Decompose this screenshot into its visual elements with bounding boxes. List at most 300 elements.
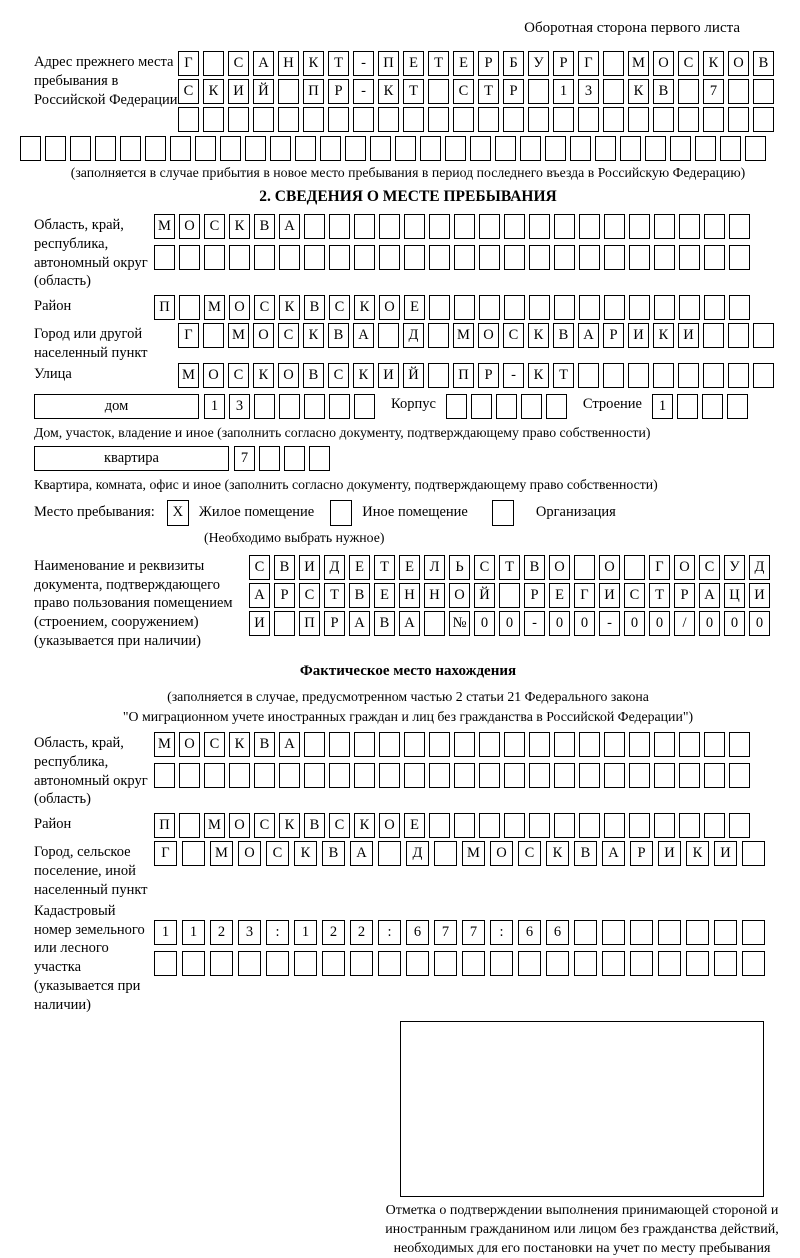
grid-cell[interactable]: С bbox=[453, 79, 474, 104]
grid-cell[interactable] bbox=[703, 323, 724, 348]
grid-cell[interactable] bbox=[490, 951, 513, 976]
grid-cell[interactable] bbox=[304, 245, 325, 270]
grid-cell[interactable] bbox=[604, 763, 625, 788]
grid-cell[interactable] bbox=[628, 363, 649, 388]
grid-cell[interactable]: И bbox=[658, 841, 681, 866]
grid-cell[interactable]: Р bbox=[324, 611, 345, 636]
grid-cell[interactable] bbox=[204, 245, 225, 270]
grid-cell[interactable] bbox=[603, 107, 624, 132]
grid-cell[interactable]: Е bbox=[404, 813, 425, 838]
grid-cell[interactable] bbox=[446, 394, 467, 419]
grid-cell[interactable]: К bbox=[203, 79, 224, 104]
grid-cell[interactable] bbox=[170, 136, 191, 161]
grid-cell[interactable]: А bbox=[350, 841, 373, 866]
grid-cell[interactable] bbox=[521, 394, 542, 419]
grid-cell[interactable]: В bbox=[254, 732, 275, 757]
grid-cell[interactable] bbox=[704, 732, 725, 757]
grid-cell[interactable] bbox=[179, 245, 200, 270]
grid-cell[interactable] bbox=[329, 245, 350, 270]
grid-cell[interactable]: О bbox=[728, 51, 749, 76]
grid-cell[interactable] bbox=[370, 136, 391, 161]
grid-cell[interactable]: 0 bbox=[474, 611, 495, 636]
grid-cell[interactable] bbox=[253, 107, 274, 132]
grid-cell[interactable] bbox=[204, 763, 225, 788]
grid-cell[interactable] bbox=[195, 136, 216, 161]
grid-cell[interactable] bbox=[602, 951, 625, 976]
grid-cell[interactable] bbox=[406, 951, 429, 976]
grid-cell[interactable]: О bbox=[449, 583, 470, 608]
grid-cell[interactable]: Н bbox=[424, 583, 445, 608]
grid-cell[interactable] bbox=[445, 136, 466, 161]
grid-cell[interactable] bbox=[753, 323, 774, 348]
grid-cell[interactable]: С bbox=[678, 51, 699, 76]
grid-cell[interactable]: 6 bbox=[518, 920, 541, 945]
grid-cell[interactable]: Г bbox=[578, 51, 599, 76]
grid-cell[interactable] bbox=[574, 951, 597, 976]
grid-cell[interactable] bbox=[454, 732, 475, 757]
stay-place-checkbox-residential[interactable]: X bbox=[167, 500, 189, 526]
grid-cell[interactable] bbox=[428, 323, 449, 348]
grid-cell[interactable]: И bbox=[228, 79, 249, 104]
grid-cell[interactable]: К bbox=[279, 813, 300, 838]
grid-cell[interactable] bbox=[504, 732, 525, 757]
grid-cell[interactable] bbox=[728, 323, 749, 348]
grid-cell[interactable] bbox=[345, 136, 366, 161]
grid-cell[interactable]: С bbox=[249, 555, 270, 580]
grid-cell[interactable]: С bbox=[228, 363, 249, 388]
grid-cell[interactable]: В bbox=[753, 51, 774, 76]
grid-cell[interactable]: В bbox=[524, 555, 545, 580]
grid-cell[interactable] bbox=[658, 920, 681, 945]
grid-cell[interactable] bbox=[429, 295, 450, 320]
grid-cell[interactable] bbox=[704, 813, 725, 838]
grid-cell[interactable] bbox=[729, 813, 750, 838]
grid-cell[interactable]: У bbox=[528, 51, 549, 76]
grid-cell[interactable] bbox=[294, 951, 317, 976]
grid-cell[interactable] bbox=[570, 136, 591, 161]
grid-cell[interactable]: Р bbox=[630, 841, 653, 866]
grid-cell[interactable]: Т bbox=[428, 51, 449, 76]
grid-cell[interactable] bbox=[309, 446, 330, 471]
grid-cell[interactable]: Е bbox=[399, 555, 420, 580]
grid-cell[interactable] bbox=[553, 107, 574, 132]
grid-cell[interactable] bbox=[270, 136, 291, 161]
grid-cell[interactable] bbox=[220, 136, 241, 161]
grid-cell[interactable]: С bbox=[503, 323, 524, 348]
grid-cell[interactable] bbox=[454, 245, 475, 270]
grid-cell[interactable] bbox=[304, 763, 325, 788]
grid-cell[interactable] bbox=[753, 107, 774, 132]
grid-cell[interactable] bbox=[434, 951, 457, 976]
grid-cell[interactable] bbox=[624, 555, 645, 580]
grid-cell[interactable] bbox=[653, 363, 674, 388]
grid-cell[interactable]: 7 bbox=[434, 920, 457, 945]
grid-cell[interactable] bbox=[546, 394, 567, 419]
grid-cell[interactable]: 0 bbox=[624, 611, 645, 636]
grid-cell[interactable]: О bbox=[490, 841, 513, 866]
grid-cell[interactable]: - bbox=[353, 51, 374, 76]
grid-cell[interactable] bbox=[704, 295, 725, 320]
grid-cell[interactable] bbox=[704, 214, 725, 239]
grid-cell[interactable]: П bbox=[378, 51, 399, 76]
grid-cell[interactable]: А bbox=[578, 323, 599, 348]
grid-cell[interactable] bbox=[753, 79, 774, 104]
grid-cell[interactable]: П bbox=[154, 295, 175, 320]
grid-cell[interactable] bbox=[179, 763, 200, 788]
grid-cell[interactable] bbox=[379, 763, 400, 788]
grid-cell[interactable]: : bbox=[490, 920, 513, 945]
grid-cell[interactable] bbox=[429, 763, 450, 788]
grid-cell[interactable]: И bbox=[378, 363, 399, 388]
grid-cell[interactable]: С bbox=[474, 555, 495, 580]
grid-cell[interactable] bbox=[229, 763, 250, 788]
grid-cell[interactable]: Т bbox=[324, 583, 345, 608]
stay-place-checkbox-organization[interactable] bbox=[492, 500, 514, 526]
grid-cell[interactable]: Н bbox=[399, 583, 420, 608]
grid-cell[interactable] bbox=[295, 136, 316, 161]
grid-cell[interactable] bbox=[354, 732, 375, 757]
grid-cell[interactable]: А bbox=[699, 583, 720, 608]
grid-cell[interactable] bbox=[203, 107, 224, 132]
stay-place-checkbox-other[interactable] bbox=[330, 500, 352, 526]
grid-cell[interactable]: И bbox=[714, 841, 737, 866]
grid-cell[interactable] bbox=[278, 79, 299, 104]
grid-cell[interactable]: 2 bbox=[322, 920, 345, 945]
grid-cell[interactable] bbox=[654, 245, 675, 270]
grid-cell[interactable] bbox=[495, 136, 516, 161]
grid-cell[interactable] bbox=[629, 245, 650, 270]
grid-cell[interactable]: Р bbox=[328, 79, 349, 104]
grid-cell[interactable] bbox=[679, 295, 700, 320]
grid-cell[interactable] bbox=[578, 363, 599, 388]
grid-cell[interactable]: 1 bbox=[294, 920, 317, 945]
grid-cell[interactable]: К bbox=[229, 214, 250, 239]
grid-cell[interactable]: М bbox=[628, 51, 649, 76]
grid-cell[interactable] bbox=[554, 245, 575, 270]
grid-cell[interactable] bbox=[653, 107, 674, 132]
grid-cell[interactable] bbox=[528, 79, 549, 104]
grid-cell[interactable]: 1 bbox=[154, 920, 177, 945]
grid-cell[interactable] bbox=[704, 245, 725, 270]
grid-cell[interactable]: - bbox=[353, 79, 374, 104]
grid-cell[interactable] bbox=[604, 245, 625, 270]
grid-cell[interactable] bbox=[229, 245, 250, 270]
grid-cell[interactable] bbox=[678, 363, 699, 388]
grid-cell[interactable] bbox=[554, 813, 575, 838]
grid-cell[interactable]: В bbox=[374, 611, 395, 636]
grid-cell[interactable] bbox=[95, 136, 116, 161]
grid-cell[interactable] bbox=[322, 951, 345, 976]
grid-cell[interactable]: В bbox=[303, 363, 324, 388]
grid-cell[interactable] bbox=[603, 363, 624, 388]
grid-cell[interactable] bbox=[284, 446, 305, 471]
grid-cell[interactable] bbox=[604, 732, 625, 757]
grid-cell[interactable] bbox=[629, 732, 650, 757]
grid-cell[interactable]: О bbox=[379, 295, 400, 320]
grid-cell[interactable] bbox=[303, 107, 324, 132]
grid-cell[interactable]: А bbox=[279, 732, 300, 757]
grid-cell[interactable]: К bbox=[354, 295, 375, 320]
grid-cell[interactable] bbox=[479, 245, 500, 270]
grid-cell[interactable] bbox=[686, 920, 709, 945]
grid-cell[interactable]: С bbox=[204, 732, 225, 757]
grid-cell[interactable] bbox=[210, 951, 233, 976]
grid-cell[interactable] bbox=[728, 79, 749, 104]
grid-cell[interactable] bbox=[320, 136, 341, 161]
grid-cell[interactable] bbox=[378, 107, 399, 132]
grid-cell[interactable] bbox=[654, 214, 675, 239]
grid-cell[interactable] bbox=[420, 136, 441, 161]
grid-cell[interactable] bbox=[403, 107, 424, 132]
grid-cell[interactable]: : bbox=[266, 920, 289, 945]
grid-cell[interactable]: И bbox=[299, 555, 320, 580]
grid-cell[interactable]: Г bbox=[649, 555, 670, 580]
grid-cell[interactable] bbox=[479, 763, 500, 788]
grid-cell[interactable] bbox=[728, 363, 749, 388]
grid-cell[interactable] bbox=[604, 295, 625, 320]
grid-cell[interactable]: 1 bbox=[182, 920, 205, 945]
grid-cell[interactable]: 1 bbox=[553, 79, 574, 104]
grid-cell[interactable]: В bbox=[574, 841, 597, 866]
grid-cell[interactable]: 7 bbox=[462, 920, 485, 945]
grid-cell[interactable]: С bbox=[254, 295, 275, 320]
grid-cell[interactable]: К bbox=[294, 841, 317, 866]
grid-cell[interactable]: У bbox=[724, 555, 745, 580]
grid-cell[interactable]: О bbox=[203, 363, 224, 388]
grid-cell[interactable]: О bbox=[179, 214, 200, 239]
grid-cell[interactable] bbox=[529, 732, 550, 757]
grid-cell[interactable] bbox=[670, 136, 691, 161]
grid-cell[interactable]: В bbox=[328, 323, 349, 348]
grid-cell[interactable] bbox=[378, 841, 401, 866]
grid-cell[interactable] bbox=[529, 763, 550, 788]
grid-cell[interactable]: В bbox=[274, 555, 295, 580]
grid-cell[interactable] bbox=[620, 136, 641, 161]
grid-cell[interactable] bbox=[499, 583, 520, 608]
grid-cell[interactable]: Т bbox=[374, 555, 395, 580]
grid-cell[interactable]: А bbox=[253, 51, 274, 76]
grid-cell[interactable]: А bbox=[399, 611, 420, 636]
grid-cell[interactable] bbox=[274, 611, 295, 636]
grid-cell[interactable] bbox=[654, 763, 675, 788]
grid-cell[interactable]: В bbox=[304, 813, 325, 838]
grid-cell[interactable] bbox=[629, 214, 650, 239]
grid-cell[interactable] bbox=[729, 732, 750, 757]
grid-cell[interactable]: Е bbox=[549, 583, 570, 608]
grid-cell[interactable]: И bbox=[749, 583, 770, 608]
grid-cell[interactable]: П bbox=[299, 611, 320, 636]
grid-cell[interactable] bbox=[379, 245, 400, 270]
grid-cell[interactable] bbox=[579, 295, 600, 320]
grid-cell[interactable] bbox=[428, 107, 449, 132]
grid-cell[interactable]: И bbox=[249, 611, 270, 636]
grid-cell[interactable]: О bbox=[653, 51, 674, 76]
grid-cell[interactable] bbox=[630, 920, 653, 945]
grid-cell[interactable] bbox=[20, 136, 41, 161]
grid-cell[interactable] bbox=[629, 813, 650, 838]
grid-cell[interactable] bbox=[595, 136, 616, 161]
grid-cell[interactable] bbox=[503, 107, 524, 132]
grid-cell[interactable]: 1 bbox=[204, 394, 225, 419]
grid-cell[interactable] bbox=[279, 394, 300, 419]
grid-cell[interactable]: : bbox=[378, 920, 401, 945]
grid-cell[interactable] bbox=[678, 79, 699, 104]
grid-cell[interactable]: И bbox=[628, 323, 649, 348]
grid-cell[interactable]: 0 bbox=[499, 611, 520, 636]
grid-cell[interactable] bbox=[629, 295, 650, 320]
grid-cell[interactable]: А bbox=[602, 841, 625, 866]
grid-cell[interactable]: К bbox=[628, 79, 649, 104]
grid-cell[interactable] bbox=[379, 214, 400, 239]
grid-cell[interactable] bbox=[658, 951, 681, 976]
grid-cell[interactable]: А bbox=[279, 214, 300, 239]
grid-cell[interactable]: И bbox=[599, 583, 620, 608]
grid-cell[interactable] bbox=[304, 732, 325, 757]
grid-cell[interactable] bbox=[454, 214, 475, 239]
grid-cell[interactable]: К bbox=[303, 51, 324, 76]
grid-cell[interactable]: Т bbox=[553, 363, 574, 388]
grid-cell[interactable] bbox=[478, 107, 499, 132]
grid-cell[interactable] bbox=[729, 245, 750, 270]
grid-cell[interactable]: П bbox=[453, 363, 474, 388]
grid-cell[interactable] bbox=[203, 51, 224, 76]
grid-cell[interactable]: В bbox=[553, 323, 574, 348]
grid-cell[interactable] bbox=[602, 920, 625, 945]
grid-cell[interactable]: М bbox=[154, 732, 175, 757]
grid-cell[interactable]: Й bbox=[253, 79, 274, 104]
grid-cell[interactable]: П bbox=[154, 813, 175, 838]
grid-cell[interactable] bbox=[279, 763, 300, 788]
grid-cell[interactable] bbox=[742, 951, 765, 976]
grid-cell[interactable]: Д bbox=[406, 841, 429, 866]
grid-cell[interactable] bbox=[579, 245, 600, 270]
grid-cell[interactable] bbox=[704, 763, 725, 788]
grid-cell[interactable] bbox=[520, 136, 541, 161]
grid-cell[interactable] bbox=[479, 813, 500, 838]
grid-cell[interactable]: О bbox=[599, 555, 620, 580]
grid-cell[interactable]: А bbox=[249, 583, 270, 608]
grid-cell[interactable] bbox=[354, 763, 375, 788]
grid-cell[interactable]: С bbox=[518, 841, 541, 866]
grid-cell[interactable]: М bbox=[228, 323, 249, 348]
grid-cell[interactable]: Т bbox=[478, 79, 499, 104]
grid-cell[interactable]: К bbox=[528, 323, 549, 348]
grid-cell[interactable] bbox=[395, 136, 416, 161]
grid-cell[interactable]: К bbox=[229, 732, 250, 757]
grid-cell[interactable] bbox=[429, 214, 450, 239]
grid-cell[interactable] bbox=[579, 732, 600, 757]
grid-cell[interactable]: Е bbox=[453, 51, 474, 76]
grid-cell[interactable] bbox=[329, 732, 350, 757]
grid-cell[interactable] bbox=[679, 813, 700, 838]
grid-cell[interactable] bbox=[714, 920, 737, 945]
grid-cell[interactable] bbox=[428, 363, 449, 388]
grid-cell[interactable]: Т bbox=[649, 583, 670, 608]
grid-cell[interactable] bbox=[245, 136, 266, 161]
grid-cell[interactable] bbox=[545, 136, 566, 161]
grid-cell[interactable] bbox=[378, 951, 401, 976]
grid-cell[interactable]: 3 bbox=[229, 394, 250, 419]
grid-cell[interactable]: Р bbox=[478, 363, 499, 388]
grid-cell[interactable]: В bbox=[304, 295, 325, 320]
grid-cell[interactable]: 0 bbox=[649, 611, 670, 636]
grid-cell[interactable]: К bbox=[546, 841, 569, 866]
grid-cell[interactable] bbox=[120, 136, 141, 161]
grid-cell[interactable]: А bbox=[353, 323, 374, 348]
grid-cell[interactable]: В bbox=[322, 841, 345, 866]
grid-cell[interactable] bbox=[350, 951, 373, 976]
grid-cell[interactable] bbox=[329, 763, 350, 788]
grid-cell[interactable] bbox=[238, 951, 261, 976]
grid-cell[interactable] bbox=[45, 136, 66, 161]
grid-cell[interactable] bbox=[727, 394, 748, 419]
grid-cell[interactable] bbox=[462, 951, 485, 976]
grid-cell[interactable]: О bbox=[229, 295, 250, 320]
grid-cell[interactable]: Д bbox=[403, 323, 424, 348]
grid-cell[interactable] bbox=[470, 136, 491, 161]
grid-cell[interactable] bbox=[504, 214, 525, 239]
grid-cell[interactable] bbox=[254, 394, 275, 419]
grid-cell[interactable] bbox=[679, 214, 700, 239]
grid-cell[interactable]: Н bbox=[278, 51, 299, 76]
grid-cell[interactable]: Е bbox=[349, 555, 370, 580]
grid-cell[interactable] bbox=[579, 763, 600, 788]
grid-cell[interactable] bbox=[729, 295, 750, 320]
grid-cell[interactable]: О bbox=[549, 555, 570, 580]
grid-cell[interactable]: Р bbox=[603, 323, 624, 348]
grid-cell[interactable]: С bbox=[254, 813, 275, 838]
grid-cell[interactable] bbox=[729, 214, 750, 239]
grid-cell[interactable]: С bbox=[204, 214, 225, 239]
grid-cell[interactable]: 0 bbox=[749, 611, 770, 636]
grid-cell[interactable]: Д bbox=[749, 555, 770, 580]
grid-cell[interactable] bbox=[753, 363, 774, 388]
grid-cell[interactable]: С bbox=[329, 813, 350, 838]
grid-cell[interactable]: В bbox=[653, 79, 674, 104]
grid-cell[interactable]: Т bbox=[499, 555, 520, 580]
grid-cell[interactable]: М bbox=[204, 813, 225, 838]
grid-cell[interactable] bbox=[629, 763, 650, 788]
grid-cell[interactable]: Е bbox=[404, 295, 425, 320]
grid-cell[interactable] bbox=[504, 295, 525, 320]
grid-cell[interactable] bbox=[579, 214, 600, 239]
grid-cell[interactable]: В bbox=[254, 214, 275, 239]
grid-cell[interactable] bbox=[428, 79, 449, 104]
grid-cell[interactable] bbox=[424, 611, 445, 636]
grid-cell[interactable]: М bbox=[210, 841, 233, 866]
grid-cell[interactable]: Р bbox=[674, 583, 695, 608]
grid-cell[interactable] bbox=[404, 763, 425, 788]
grid-cell[interactable] bbox=[328, 107, 349, 132]
grid-cell[interactable] bbox=[628, 107, 649, 132]
grid-cell[interactable]: 2 bbox=[210, 920, 233, 945]
grid-cell[interactable]: 0 bbox=[549, 611, 570, 636]
grid-cell[interactable] bbox=[479, 214, 500, 239]
grid-cell[interactable]: С bbox=[278, 323, 299, 348]
grid-cell[interactable]: С bbox=[329, 295, 350, 320]
grid-cell[interactable]: Е bbox=[403, 51, 424, 76]
grid-cell[interactable]: С bbox=[624, 583, 645, 608]
grid-cell[interactable]: 1 bbox=[652, 394, 673, 419]
grid-cell[interactable]: Р bbox=[553, 51, 574, 76]
grid-cell[interactable]: № bbox=[449, 611, 470, 636]
grid-cell[interactable] bbox=[479, 732, 500, 757]
grid-cell[interactable]: М bbox=[154, 214, 175, 239]
grid-cell[interactable]: Р bbox=[478, 51, 499, 76]
grid-cell[interactable]: В bbox=[349, 583, 370, 608]
grid-cell[interactable] bbox=[529, 214, 550, 239]
apartment-box[interactable]: квартира bbox=[34, 446, 229, 471]
